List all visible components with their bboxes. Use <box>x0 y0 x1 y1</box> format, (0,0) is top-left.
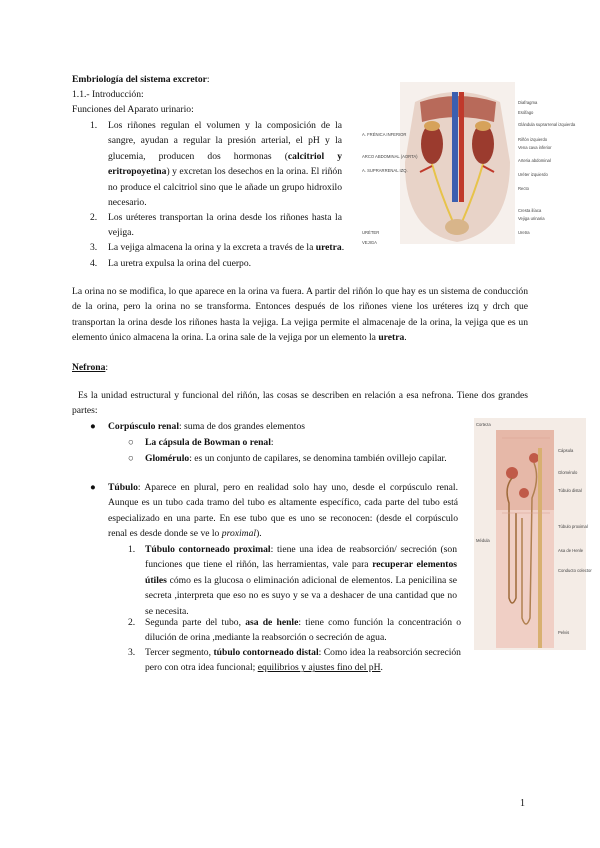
paragraph-orina: La orina no se modifica, lo que aparece en la orina va fuera. A partir del riñón lo que hay es un sistema de conducción de la orina, pero la orina no se transforma. Entonces después de los riñones viene los uréteres izq y drch que transportan la orina desde los riñones hasta la vejiga. La vejiga permite el almacenaje de la orina, la vejiga que es un elemento único almacena la orina. La orina sale de la vejiga por un elemento la uretra. <box>72 286 528 344</box>
tubulo-item: Túbulo: Aparece en plural, pero en realidad solo hay uno, desde el corpúsculo renal. Aunque es un tubo cada tramo del tubo es altamente específico, cada parte del tubo está especializado en una parte. En ese tubo que es uno se reconocen: (desde el corpúsculo renal es desde donde se ve lo proximal). <box>108 482 458 540</box>
nephron-figure: Corteza Médula Cápsula Glomérulo Túbulo distal Túbulo proximal Asa de Henle Conducto colector Pelvis <box>474 418 586 650</box>
function-item-3: La vejiga almacena la orina y la excreta a través de la uretra. <box>108 242 345 253</box>
function-item-4: La uretra expulsa la orina del cuerpo. <box>108 258 252 269</box>
nefrona-heading: Nefrona: <box>72 362 109 373</box>
title-text: Embriología del sistema excretor <box>72 74 207 85</box>
intro-heading: 1.1.- Introducción: <box>72 89 144 100</box>
tubulo-proximal-item: Túbulo contorneado proximal: tiene una idea de reabsorción/ secreción (son funciones que tiene el riñón, las herramientas, vale para recuperar elementos útiles cómo es la glucosa o eliminación adicional de elementos. La penicilina se secreta ,interpreta que eso no es suyo y se va a deshacer de una cantidad que no se necesita. <box>145 544 458 617</box>
nefrona-intro: Es la unidad estructural y funcional del riñón, las cosas se describen en relación a esa nefrona. Tiene dos grandes partes: <box>72 390 528 417</box>
function-item-2: Los uréteres transportan la orina desde los riñones hasta la vejiga. <box>108 212 342 239</box>
page-number: 1 <box>520 798 525 809</box>
tubulo-distal-item: Tercer segmento, túbulo contorneado distal: Como idea la reabsorción secreción pero con otra idea funcional; equilibrios y ajustes fino del pH. <box>145 647 461 674</box>
capsula-item: La cápsula de Bowman o renal: <box>145 437 274 448</box>
functions-heading: Funciones del Aparato urinario: <box>72 104 194 115</box>
corpusculo-item: Corpúsculo renal: suma de dos grandes elementos <box>108 421 306 432</box>
function-item-1: Los riñones regulan el volumen y la composición de la sangre, ayudan a regular la presión arterial, el pH y la glucemia, producen dos hormonas (calcitriol y eritropoyetina) y excretan los desechos en la orina. El riñón no produce el calcitriol sino que le añade un grupo hidroxilo necesario. <box>108 120 342 209</box>
bullet: ● <box>90 421 96 432</box>
document-title: Embriología del sistema excretor: <box>72 74 210 85</box>
urinary-system-figure: A. FRÉNICA INFERIOR ARCO ABDOMINAL (AORTA) A. SUPRARRENAL IZQ. URÉTER VEJIGA Diafragma Esófago Glándula suprarrenal izquierda Riñón izquierdo Vena cava inferior Arteria abdominal Uréter izquierdo Recto Cresta ilíaca Vejiga urinaria Uretra <box>360 82 570 244</box>
asa-henle-item: Segunda parte del tubo, asa de henle: tiene como función la concentración o dilución de orina ,mediante la reabsorción o secreción de agua. <box>145 617 461 644</box>
glomerulo-item: Glomérulo: es un conjunto de capilares, se denomina también ovillejo capilar. <box>145 453 447 464</box>
